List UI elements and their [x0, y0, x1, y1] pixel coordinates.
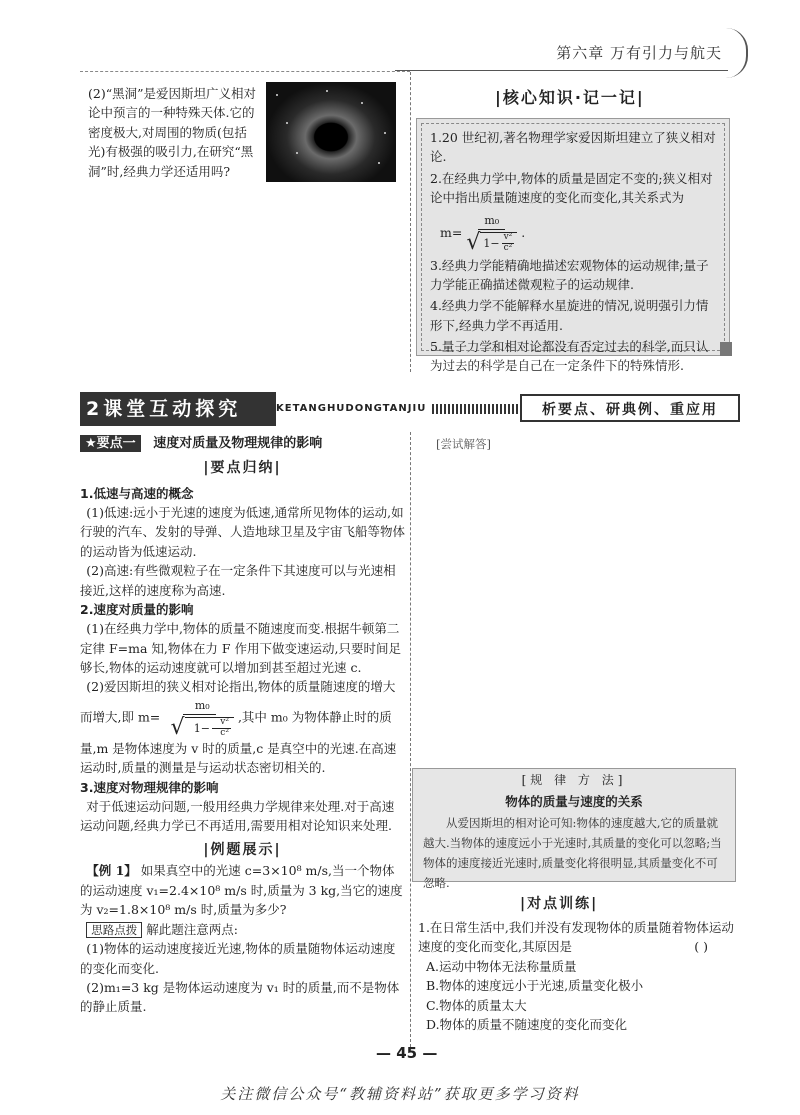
hint-2: (2)m₁=3 kg 是物体运动速度为 v₁ 时的质量,而不是物体的静止质量.: [80, 980, 400, 1015]
key-point-heading: ★要点一 速度对质量及物理规律的影响: [80, 434, 410, 454]
footer-note: 关注微信公众号“教辅资料站”获取更多学习资料: [220, 1085, 580, 1103]
rule-method-title: 物体的质量与速度的关系: [505, 793, 643, 809]
drill-question: [418, 918, 738, 1034]
rule-method-head: [规 律 方 法]: [521, 773, 627, 787]
example-1: 【例 1】 如果真空中的光速 c=3×10⁸ m/s,当一个物体的运动速度 v₁=2.4×10⁸ m/s 时,质量为 3 kg,当它的速度为 v₂=1.8×10⁸ m/s 时,质量为多少?: [80, 863, 403, 918]
page-number: — 45 —: [376, 1044, 438, 1062]
core-knowledge-box: [416, 118, 730, 374]
banner-title: 2课堂互动探究: [80, 392, 276, 426]
column-divider-top: [410, 72, 411, 372]
para-3: (1)在经典力学中,物体的质量不随速度而变.根据牛顿第二定律 F=ma 知,物体在力 F 作用下做变速运动,只要时间足够长,物体的运动速度就可以增加到甚至超过光速 c.: [80, 621, 401, 676]
rule-method-box: [412, 768, 736, 891]
header-bracket-decoration: [726, 28, 748, 78]
core-item-4: 4.经典力学不能解释水星旋进的情况,说明强引力情形下,经典力学不再适用.: [430, 298, 709, 333]
para-2: (2)高速:有些微观粒子在一定条件下其速度可以与光速相接近,这样的速度称为高速.: [80, 563, 396, 598]
para-4: (2)爱因斯坦的狭义相对论指出,物体的质量随速度的增大而增大,即 m= m₀ √ 1− $\frac{\text{v²}}{\text{c²}}$ ,其中 m₀ 为物体静止时的质量,m 是物体速度为 v 时的质量,c 是真空中的光速.在高速运动时,质量的测量是与运动状态密切相关的.: [80, 679, 397, 776]
banner-subtitle: 析要点、研典例、重应用: [520, 394, 740, 422]
summary-title: |要点归纳|: [203, 460, 282, 476]
para-5: 对于低速运动问题,一般用经典力学规律来处理.对于高速运动问题,经典力学已不再适用,需要用相对论知识来处理.: [80, 798, 395, 834]
mass-formula: m= m₀ √ 1− $\frac{\text{v²}}{\text{c²}}$ .: [440, 213, 526, 255]
option-c: C.物体的质量太大: [426, 997, 527, 1013]
heading-1: 1.低速与高速的概念: [80, 485, 194, 501]
try-answer-label: [尝试解答]: [436, 437, 491, 451]
core-knowledge-title: |核心知识·记一记|: [495, 88, 645, 107]
drill-title: |对点训练|: [520, 896, 599, 912]
banner-stripe: [432, 404, 518, 414]
heading-2: 2.速度对质量的影响: [80, 601, 194, 617]
box-corner-tab: [720, 342, 732, 356]
question-1: 1.在日常生活中,我们并没有发现物体的质量随着物体运动速度的变化而变化,其原因是 ( ): [418, 920, 734, 955]
hint-line: 思路点拨 解此题注意两点:: [80, 920, 405, 940]
core-item-1: 1.20 世纪初,著名物理学家爱因斯坦建立了狭义相对论.: [430, 130, 716, 165]
top-dashed-rule: [80, 71, 410, 72]
option-b: B.物体的速度远小于光速,质量变化极小: [426, 978, 644, 994]
option-d: D.物体的质量不随速度的变化而变化: [426, 1016, 628, 1032]
column-divider-bottom: [410, 432, 411, 1052]
rule-method-body: 从爱因斯坦的相对论可知:物体的速度越大,它的质量就越大.当物体的速度远小于光速时,其质量的变化可以忽略;当物体的速度接近光速时,质量变化将很明显,其质量变化不可忽略.: [423, 815, 722, 891]
para-1: (1)低速:远小于光速的速度为低速,通常所见物体的运动,如行驶的汽车、发射的导弹、人造地球卫星及宇宙飞船等物体的运动皆为低速运动.: [80, 505, 406, 559]
core-item-2: 2.在经典力学中,物体的质量是固定不变的;狭义相对论中指出质量随速度的变化而变化,其关系式为: [430, 170, 713, 206]
hint-1: (1)物体的运动速度接近光速,物体的质量随物体运动速度的变化而变化.: [80, 941, 396, 976]
option-a: A.运动中物体无法称量质量: [426, 958, 577, 974]
black-hole-image: [266, 82, 396, 182]
section-banner: [80, 392, 740, 426]
heading-3: 3.速度对物理规律的影响: [80, 779, 219, 795]
core-item-5: 5.量子力学和相对论都没有否定过去的科学,而只认为过去的科学是自己在一定条件下的特殊情形.: [430, 339, 709, 374]
banner-pinyin: KETANGHUDONGTANJIU: [276, 403, 427, 414]
example-title: |例题展示|: [203, 841, 282, 858]
black-hole-question: (2)“黑洞”是爱因斯坦广义相对论中预言的一种特殊天体.它的密度极大,对周围的物质(包括光)有极强的吸引力,在研究“黑洞”时,经典力学还适用吗?: [88, 86, 256, 179]
chapter-header: 第六章 万有引力与航天: [556, 44, 722, 62]
key-point-body: [80, 458, 405, 1017]
header-rule: [395, 70, 728, 71]
core-item-3: 3.经典力学能精确地描述宏观物体的运动规律;量子力学能正确描述微观粒子的运动规律.: [430, 257, 709, 292]
